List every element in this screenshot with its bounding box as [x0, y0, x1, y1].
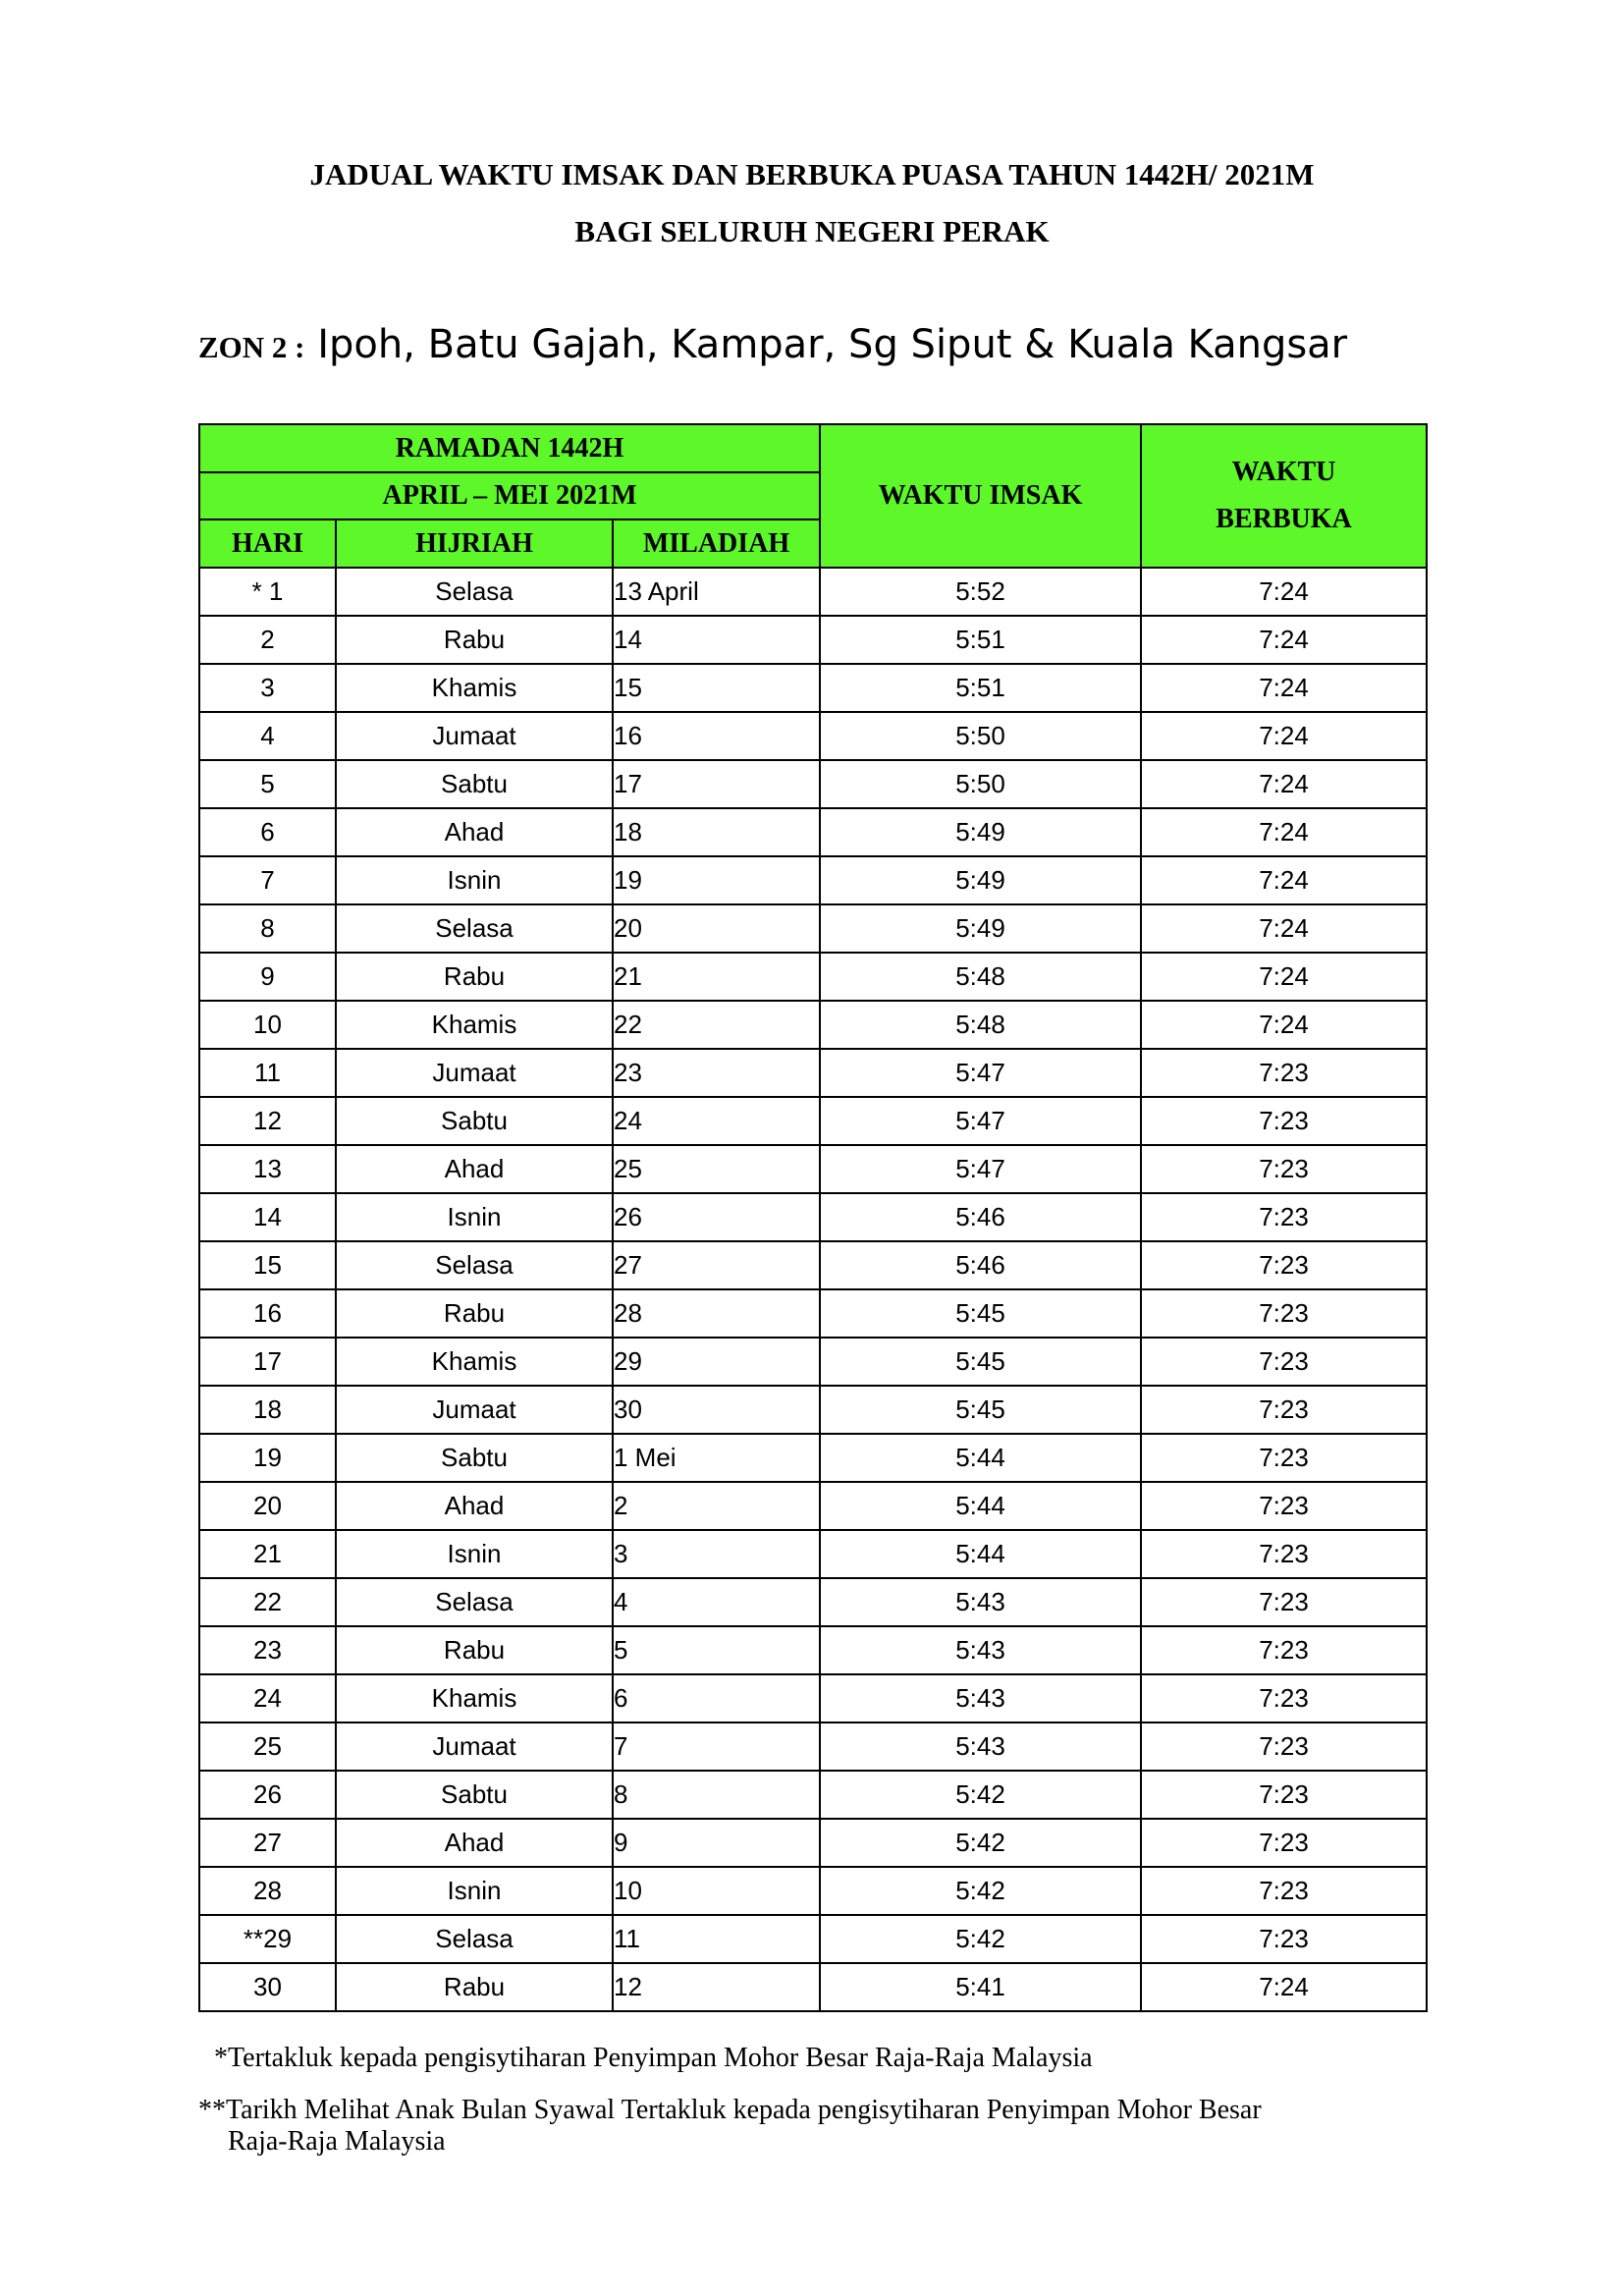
cell-waktu-berbuka: 7:23: [1141, 1867, 1427, 1915]
cell-hijriah: Khamis: [336, 1001, 613, 1049]
cell-waktu-berbuka: 7:23: [1141, 1578, 1427, 1626]
table-row: [199, 1626, 1427, 1674]
cell-hari: 15: [199, 1241, 336, 1289]
cell-miladiah: 5: [613, 1626, 820, 1674]
cell-waktu-berbuka: 7:23: [1141, 1386, 1427, 1434]
cell-hari: 2: [199, 616, 336, 664]
cell-waktu-berbuka: 7:23: [1141, 1626, 1427, 1674]
table-row: [199, 1771, 1427, 1819]
cell-hari: 17: [199, 1338, 336, 1386]
cell-miladiah: 22: [613, 1001, 820, 1049]
header-ramadan: RAMADAN 1442H: [199, 424, 820, 472]
cell-hari: 30: [199, 1963, 336, 2011]
cell-hijriah: Ahad: [336, 808, 613, 856]
table-row: [199, 616, 1427, 664]
table-row: [199, 1049, 1427, 1097]
schedule-table: [198, 423, 1428, 2012]
cell-hari: **29: [199, 1915, 336, 1963]
header-berbuka-line-2: BERBUKA: [1216, 504, 1352, 534]
cell-hijriah: Jumaat: [336, 712, 613, 760]
cell-hijriah: Khamis: [336, 1338, 613, 1386]
cell-hari: 13: [199, 1145, 336, 1193]
cell-miladiah: 3: [613, 1530, 820, 1578]
cell-hari: 4: [199, 712, 336, 760]
cell-waktu-berbuka: 7:24: [1141, 856, 1427, 904]
cell-hari: 21: [199, 1530, 336, 1578]
cell-miladiah: 26: [613, 1193, 820, 1241]
table-row: [199, 904, 1427, 953]
footnote-2-line-2: Raja-Raja Malaysia: [228, 2126, 446, 2157]
cell-waktu-imsak: 5:42: [820, 1867, 1141, 1915]
cell-miladiah: 1 Mei: [613, 1434, 820, 1482]
cell-waktu-imsak: 5:45: [820, 1386, 1141, 1434]
cell-miladiah: 24: [613, 1097, 820, 1145]
cell-hijriah: Jumaat: [336, 1386, 613, 1434]
table-row: [199, 1338, 1427, 1386]
cell-waktu-berbuka: 7:23: [1141, 1097, 1427, 1145]
cell-hijriah: Jumaat: [336, 1049, 613, 1097]
cell-waktu-berbuka: 7:24: [1141, 953, 1427, 1001]
header-waktu-imsak: WAKTU IMSAK: [820, 424, 1141, 568]
cell-waktu-berbuka: 7:24: [1141, 808, 1427, 856]
cell-miladiah: 9: [613, 1819, 820, 1867]
cell-waktu-imsak: 5:49: [820, 856, 1141, 904]
cell-hari: 7: [199, 856, 336, 904]
cell-hari: * 1: [199, 568, 336, 616]
cell-waktu-imsak: 5:44: [820, 1482, 1141, 1530]
cell-hijriah: Isnin: [336, 856, 613, 904]
table-row: [199, 1193, 1427, 1241]
table-row: [199, 1001, 1427, 1049]
cell-waktu-imsak: 5:43: [820, 1722, 1141, 1771]
cell-miladiah: 20: [613, 904, 820, 953]
cell-miladiah: 2: [613, 1482, 820, 1530]
cell-hari: 14: [199, 1193, 336, 1241]
cell-hijriah: Khamis: [336, 664, 613, 712]
cell-hari: 9: [199, 953, 336, 1001]
table-row: [199, 1434, 1427, 1482]
cell-miladiah: 14: [613, 616, 820, 664]
cell-waktu-berbuka: 7:24: [1141, 760, 1427, 808]
cell-miladiah: 4: [613, 1578, 820, 1626]
cell-waktu-imsak: 5:43: [820, 1626, 1141, 1674]
cell-waktu-imsak: 5:43: [820, 1674, 1141, 1722]
table-row: [199, 1482, 1427, 1530]
cell-hijriah: Selasa: [336, 1578, 613, 1626]
cell-waktu-imsak: 5:45: [820, 1338, 1141, 1386]
table-row: [199, 712, 1427, 760]
cell-waktu-imsak: 5:42: [820, 1771, 1141, 1819]
cell-waktu-imsak: 5:47: [820, 1097, 1141, 1145]
table-row: [199, 1097, 1427, 1145]
cell-hijriah: Rabu: [336, 1963, 613, 2011]
cell-waktu-imsak: 5:47: [820, 1145, 1141, 1193]
cell-hijriah: Khamis: [336, 1674, 613, 1722]
cell-miladiah: 30: [613, 1386, 820, 1434]
cell-miladiah: 11: [613, 1915, 820, 1963]
cell-hijriah: Rabu: [336, 953, 613, 1001]
table-row: [199, 808, 1427, 856]
footnote-2: [198, 2095, 1435, 2158]
cell-miladiah: 25: [613, 1145, 820, 1193]
cell-waktu-berbuka: 7:23: [1141, 1241, 1427, 1289]
cell-hari: 26: [199, 1771, 336, 1819]
cell-waktu-berbuka: 7:23: [1141, 1722, 1427, 1771]
cell-hari: 22: [199, 1578, 336, 1626]
cell-miladiah: 29: [613, 1338, 820, 1386]
cell-hari: 5: [199, 760, 336, 808]
cell-waktu-imsak: 5:51: [820, 616, 1141, 664]
cell-waktu-imsak: 5:46: [820, 1241, 1141, 1289]
cell-waktu-berbuka: 7:24: [1141, 616, 1427, 664]
cell-hijriah: Rabu: [336, 1289, 613, 1338]
table-row: [199, 1289, 1427, 1338]
cell-hijriah: Ahad: [336, 1145, 613, 1193]
cell-waktu-imsak: 5:44: [820, 1434, 1141, 1482]
cell-hijriah: Sabtu: [336, 760, 613, 808]
table-row: [199, 1867, 1427, 1915]
cell-hijriah: Rabu: [336, 616, 613, 664]
cell-waktu-imsak: 5:47: [820, 1049, 1141, 1097]
cell-miladiah: 15: [613, 664, 820, 712]
table-row: [199, 953, 1427, 1001]
table-row: [199, 568, 1427, 616]
zone-places: Ipoh, Batu Gajah, Kampar, Sg Siput & Kuala Kangsar: [317, 322, 1348, 367]
table-row: [199, 1530, 1427, 1578]
table-row: [199, 1915, 1427, 1963]
cell-hari: 6: [199, 808, 336, 856]
cell-miladiah: 27: [613, 1241, 820, 1289]
table-row: [199, 1674, 1427, 1722]
cell-hijriah: Rabu: [336, 1626, 613, 1674]
cell-miladiah: 19: [613, 856, 820, 904]
cell-miladiah: 13 April: [613, 568, 820, 616]
cell-hari: 12: [199, 1097, 336, 1145]
cell-hari: 11: [199, 1049, 336, 1097]
cell-waktu-imsak: 5:49: [820, 808, 1141, 856]
cell-waktu-imsak: 5:50: [820, 712, 1141, 760]
cell-waktu-imsak: 5:51: [820, 664, 1141, 712]
cell-miladiah: 16: [613, 712, 820, 760]
cell-waktu-berbuka: 7:23: [1141, 1338, 1427, 1386]
cell-miladiah: 28: [613, 1289, 820, 1338]
cell-waktu-imsak: 5:45: [820, 1289, 1141, 1338]
cell-waktu-berbuka: 7:23: [1141, 1482, 1427, 1530]
header-miladiah: MILADIAH: [613, 519, 820, 568]
cell-miladiah: 17: [613, 760, 820, 808]
zone-label: ZON 2 :: [198, 330, 305, 364]
table-row: [199, 760, 1427, 808]
footnote-2-line-1: **Tarikh Melihat Anak Bulan Syawal Tertakluk kepada pengisytiharan Penyimpan Mohor Besar: [198, 2095, 1262, 2125]
cell-miladiah: 18: [613, 808, 820, 856]
cell-waktu-berbuka: 7:24: [1141, 1963, 1427, 2011]
cell-hijriah: Ahad: [336, 1819, 613, 1867]
header-hijriah: HIJRIAH: [336, 519, 613, 568]
cell-waktu-berbuka: 7:23: [1141, 1289, 1427, 1338]
footnote-1: *Tertakluk kepada pengisytiharan Penyimpan Mohor Besar Raja-Raja Malaysia: [214, 2043, 1093, 2073]
cell-hari: 16: [199, 1289, 336, 1338]
cell-hijriah: Isnin: [336, 1193, 613, 1241]
cell-hijriah: Isnin: [336, 1867, 613, 1915]
cell-waktu-berbuka: 7:24: [1141, 1001, 1427, 1049]
table-row: [199, 1145, 1427, 1193]
table-row: [199, 664, 1427, 712]
cell-waktu-berbuka: 7:24: [1141, 568, 1427, 616]
cell-waktu-berbuka: 7:23: [1141, 1819, 1427, 1867]
cell-waktu-berbuka: 7:23: [1141, 1674, 1427, 1722]
table-row: [199, 1722, 1427, 1771]
cell-waktu-berbuka: 7:24: [1141, 664, 1427, 712]
table-row: [199, 1386, 1427, 1434]
cell-hijriah: Jumaat: [336, 1722, 613, 1771]
document-title-line-2: BAGI SELURUH NEGERI PERAK: [574, 214, 1050, 248]
cell-waktu-berbuka: 7:23: [1141, 1915, 1427, 1963]
cell-hijriah: Sabtu: [336, 1434, 613, 1482]
cell-waktu-berbuka: 7:24: [1141, 712, 1427, 760]
cell-waktu-imsak: 5:42: [820, 1915, 1141, 1963]
document-title-line-1: JADUAL WAKTU IMSAK DAN BERBUKA PUASA TAHUN 1442H/ 2021M: [309, 157, 1315, 191]
cell-miladiah: 12: [613, 1963, 820, 2011]
cell-hari: 25: [199, 1722, 336, 1771]
cell-hijriah: Sabtu: [336, 1097, 613, 1145]
cell-waktu-berbuka: 7:24: [1141, 904, 1427, 953]
cell-waktu-imsak: 5:42: [820, 1819, 1141, 1867]
cell-hijriah: Isnin: [336, 1530, 613, 1578]
cell-hijriah: Selasa: [336, 1241, 613, 1289]
cell-waktu-imsak: 5:52: [820, 568, 1141, 616]
cell-hari: 28: [199, 1867, 336, 1915]
cell-miladiah: 7: [613, 1722, 820, 1771]
table-row: [199, 1963, 1427, 2011]
cell-hari: 18: [199, 1386, 336, 1434]
cell-hijriah: Sabtu: [336, 1771, 613, 1819]
cell-miladiah: 6: [613, 1674, 820, 1722]
table-row: [199, 1819, 1427, 1867]
cell-waktu-berbuka: 7:23: [1141, 1530, 1427, 1578]
cell-hari: 24: [199, 1674, 336, 1722]
cell-waktu-imsak: 5:41: [820, 1963, 1141, 2011]
cell-hari: 23: [199, 1626, 336, 1674]
cell-hari: 19: [199, 1434, 336, 1482]
cell-hari: 20: [199, 1482, 336, 1530]
cell-hari: 10: [199, 1001, 336, 1049]
cell-waktu-imsak: 5:43: [820, 1578, 1141, 1626]
cell-hijriah: Selasa: [336, 568, 613, 616]
cell-waktu-berbuka: 7:23: [1141, 1145, 1427, 1193]
cell-waktu-berbuka: 7:23: [1141, 1193, 1427, 1241]
cell-waktu-berbuka: 7:23: [1141, 1771, 1427, 1819]
cell-waktu-imsak: 5:48: [820, 953, 1141, 1001]
cell-hari: 3: [199, 664, 336, 712]
cell-waktu-berbuka: 7:23: [1141, 1049, 1427, 1097]
cell-waktu-imsak: 5:44: [820, 1530, 1141, 1578]
cell-miladiah: 21: [613, 953, 820, 1001]
cell-waktu-imsak: 5:46: [820, 1193, 1141, 1241]
cell-waktu-imsak: 5:48: [820, 1001, 1141, 1049]
table-row: [199, 1578, 1427, 1626]
cell-waktu-imsak: 5:49: [820, 904, 1141, 953]
cell-waktu-berbuka: 7:23: [1141, 1434, 1427, 1482]
cell-hari: 8: [199, 904, 336, 953]
table-row: [199, 856, 1427, 904]
header-april-mei: APRIL – MEI 2021M: [199, 472, 820, 519]
cell-hijriah: Selasa: [336, 904, 613, 953]
table-row: [199, 1241, 1427, 1289]
cell-hijriah: Selasa: [336, 1915, 613, 1963]
cell-waktu-imsak: 5:50: [820, 760, 1141, 808]
cell-hari: 27: [199, 1819, 336, 1867]
cell-miladiah: 10: [613, 1867, 820, 1915]
cell-miladiah: 8: [613, 1771, 820, 1819]
header-berbuka-line-1: WAKTU: [1231, 457, 1336, 488]
cell-hijriah: Ahad: [336, 1482, 613, 1530]
header-hari: HARI: [199, 519, 336, 568]
schedule-rows: [199, 568, 1427, 2011]
zone-heading: [198, 322, 1347, 367]
cell-miladiah: 23: [613, 1049, 820, 1097]
header-waktu-berbuka: [1141, 424, 1427, 568]
